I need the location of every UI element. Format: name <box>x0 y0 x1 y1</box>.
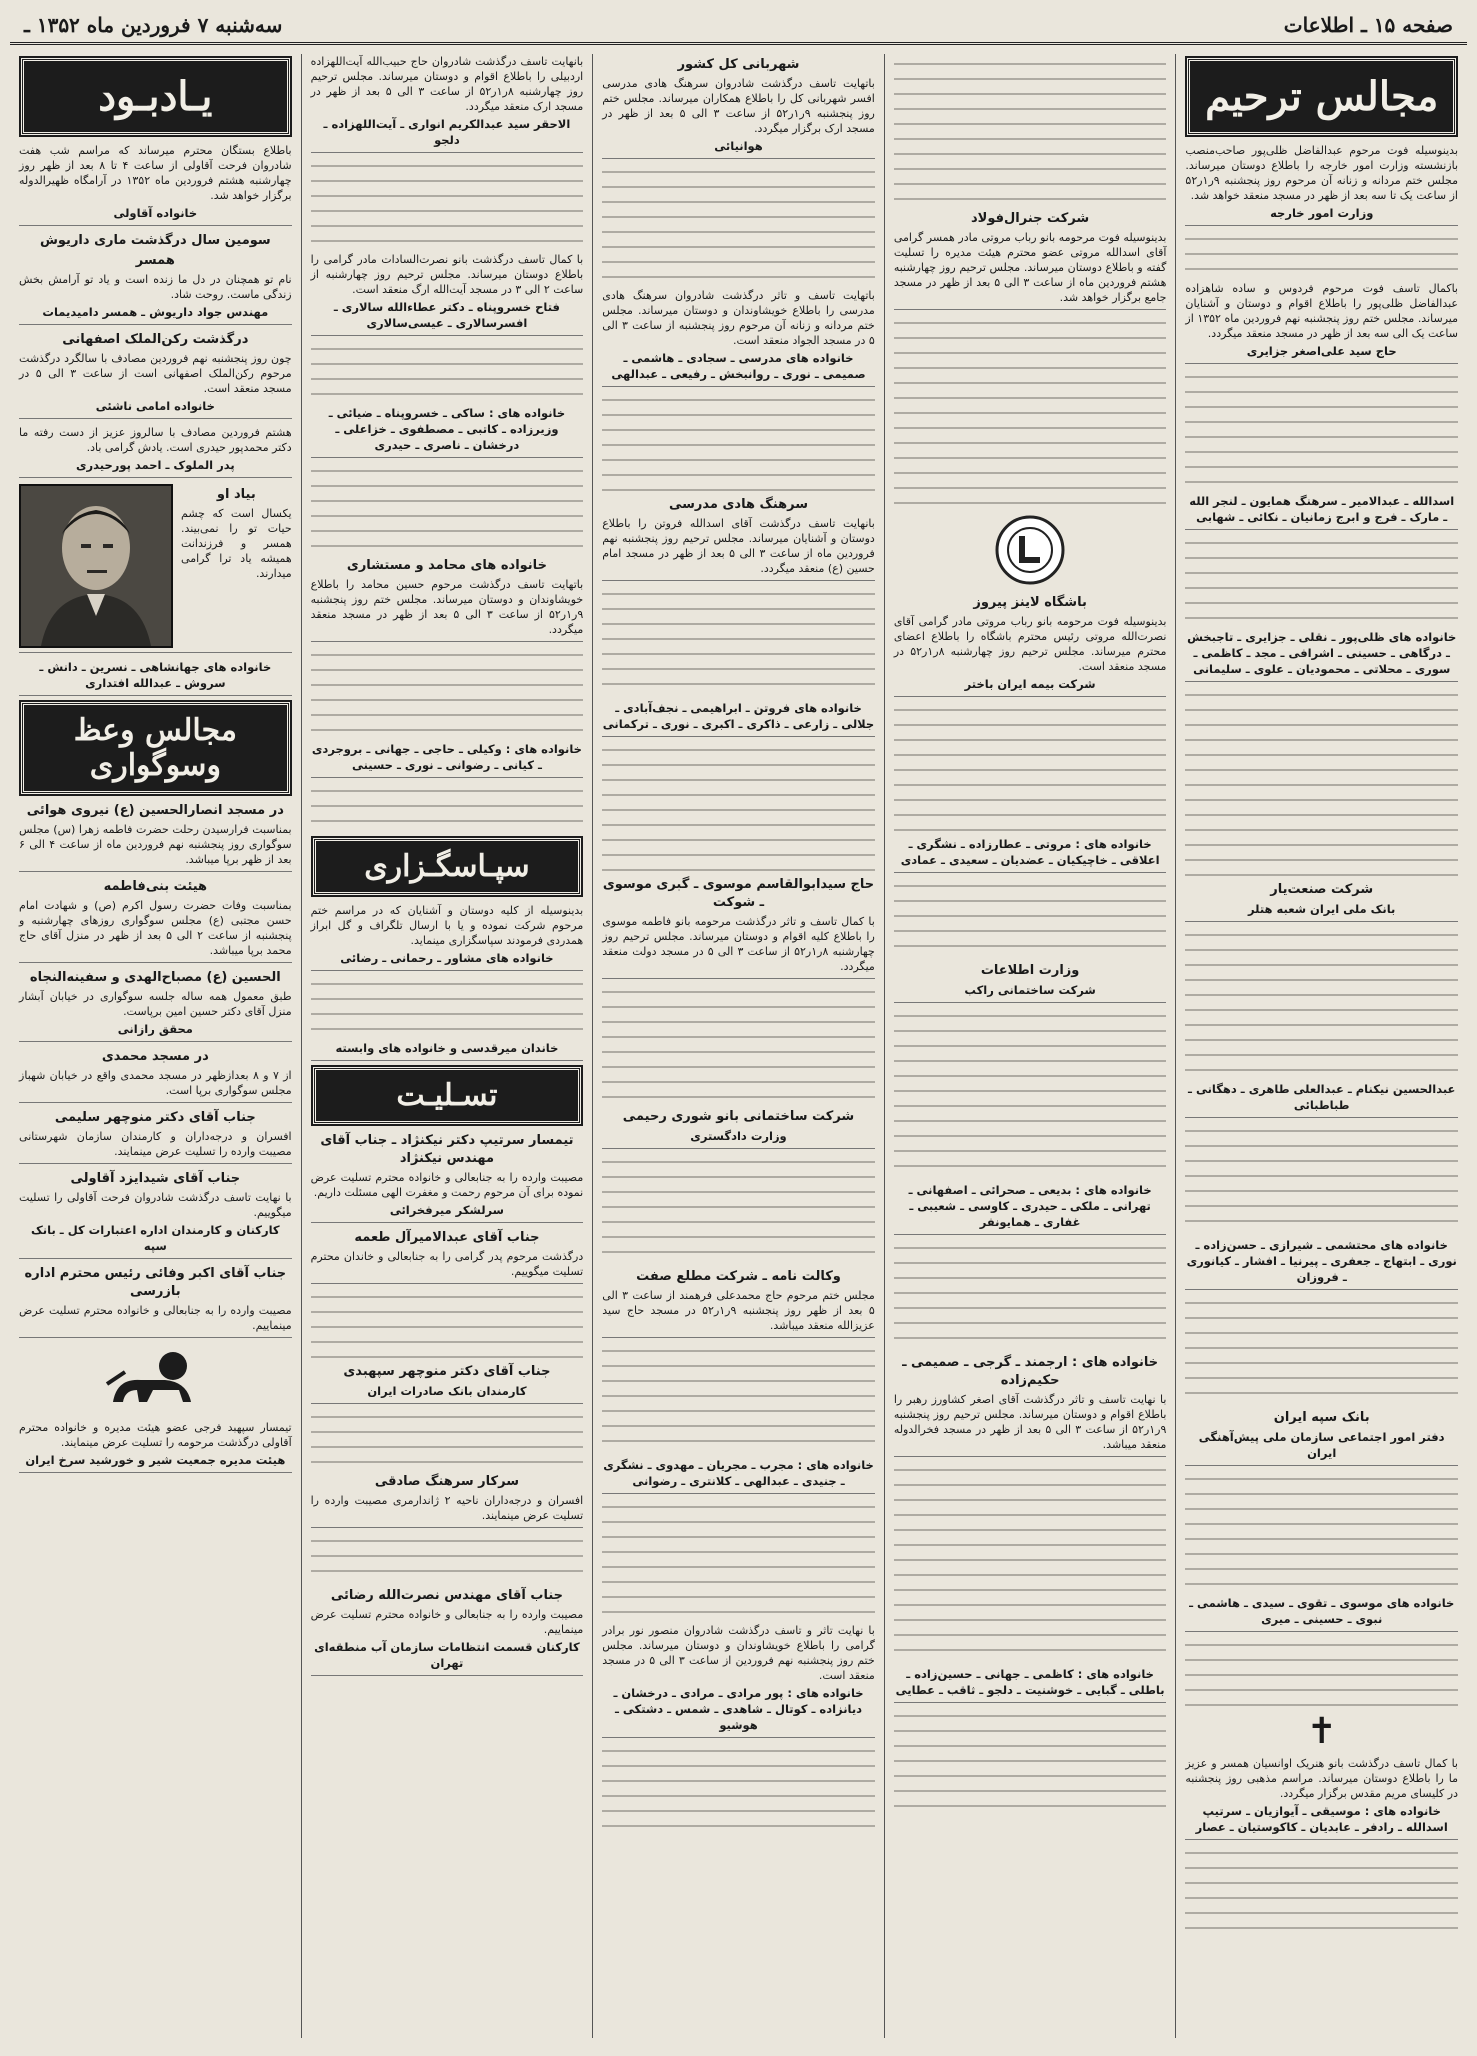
text-block <box>602 985 875 1105</box>
notice <box>602 700 875 737</box>
notice <box>1185 1595 1458 1632</box>
notice <box>1185 629 1458 682</box>
notice-body: هشتم فروردین مصادف با سالروز عزیز از دست رفته ما دکتر محمدپور حیدری است. یادش گرامی باد. <box>19 426 292 454</box>
notice-title: حاج سیدابوالقاسم موسوی ـ گبری موسوی ـ شوکت <box>602 877 875 910</box>
notice <box>19 1170 292 1259</box>
notice <box>19 802 292 872</box>
notice <box>1185 1081 1458 1118</box>
text-block <box>894 1241 1167 1351</box>
notice-title: باشگاه لاینز پیروز <box>973 595 1087 610</box>
notice-body: افسران و درجه‌داران ناحیه ۲ ژاندارمری مصیبت وارده را تسلیت عرض مینمایند. <box>310 1494 584 1522</box>
notice-signature: خانواده امامی ناشئی <box>95 399 215 413</box>
notice-signature: فتاح خسروپناه ـ دکتر عطاءالله سالاری ـ افسرسالاری ـ عیسی‌سالاری <box>333 300 560 330</box>
notice-signature: شرکت بیمه ایران باختر <box>964 677 1096 691</box>
notice <box>311 1363 584 1404</box>
notice <box>311 54 584 153</box>
notice <box>19 659 292 696</box>
notice-signature: خانواده های مدرسی ـ سجادی ـ هاشمی ـ صمیمی ـ نوری ـ روانبخش ـ رفیعی ـ عبدالهی <box>611 351 866 381</box>
notice <box>311 557 584 642</box>
notice-signature: سرلشکر میرفخرائی <box>389 1203 504 1217</box>
text-block <box>894 1709 1167 1809</box>
notice-title: بانک سپه ایران <box>1273 1410 1370 1425</box>
notice-body: با کمال تاسف درگذشت بانو هنریک اوانسیان همسر و عزیز ما را باطلاع دوستان میرساند. مراسم مذهبی روز پنجشنبه در کلیسای مریم مقدس برگزار میگردد. <box>1185 1757 1458 1800</box>
text-block <box>311 784 584 834</box>
notice-signature: محقق رازانی <box>117 1022 193 1036</box>
notice-body: افسران و درجه‌داران و کارمندان سازمان شهرستانی مصیبت وارده را تسلیت عرض مینمایند. <box>19 1130 292 1158</box>
text-block <box>311 1534 584 1584</box>
notice-signature: خانواده های : بدیعی ـ صحرائی ـ اصفهانی ـ تهرانی ـ ملکی ـ حیدری ـ کاوسی ـ شعیبی ـ غفاری ـ همایونفر <box>908 1183 1152 1229</box>
text-block <box>602 393 875 493</box>
notice <box>19 969 292 1042</box>
notice <box>19 1109 292 1164</box>
notice-title: خانواده های محامد و مستشاری <box>346 558 547 573</box>
notice <box>894 1182 1167 1235</box>
text-block <box>894 57 1167 207</box>
notice-signature: خانواده آقاولی <box>113 206 198 220</box>
notice-body: بمناسبت فرارسیدن رحلت حضرت فاطمه زهرا (س) مجلس سوگواری روز پنجشنبه نهم فروردین ماه از ساعت ۴ الی ۶ بعد از ظهر برپا میباشد. <box>19 823 292 866</box>
notice-signature: خانواده های : پور مرادی ـ مرادی ـ درخشان ـ دیانزاده ـ کوتال ـ شاهدی ـ شمس ـ دشتکی ـ هوشیو <box>613 1686 864 1732</box>
notice <box>1185 1237 1458 1290</box>
text-block <box>894 1009 1167 1179</box>
notice-signature: خاندان میرقدسی و خانواده های وابسته <box>335 1041 559 1055</box>
notice <box>894 594 1167 697</box>
text-block <box>602 165 875 285</box>
notice-body: مصیبت وارده را به جنابعالی و خانواده محترم تسلیت عرض مینماییم. <box>310 1608 584 1636</box>
notice-title: سومین سال درگذشت ماری داریوش <box>39 233 271 248</box>
notice-signature: خانواده های جهانشاهی ـ نسرین ـ دانش ـ سروش ـ عبدالله افتداری <box>39 660 272 690</box>
notice-title: وکالت نامه ـ شرکت مطلع صفت <box>636 1269 841 1284</box>
notice-signature: خانواده های مشاور ـ رحمانی ـ رضائی <box>340 951 554 965</box>
section-header-sepasgozari: سپـاسگـزاری <box>313 838 582 895</box>
notice-signature: پدر الملوک ـ احمد پورحیدری <box>75 458 235 472</box>
text-block <box>894 316 1167 506</box>
notice <box>602 1457 875 1494</box>
text-block <box>1185 1846 1458 1936</box>
notice <box>19 1048 292 1103</box>
notice-signature: خانواده های موسوی ـ تقوی ـ سیدی ـ هاشمی ـ نبوی ـ حسینی ـ میری <box>1189 1596 1455 1626</box>
page-masthead <box>10 8 1467 45</box>
notice-title: در مسجد انصارالحسین (ع) نیروی هوائی <box>26 803 284 818</box>
notice-signature: کارمندان بانک صادرات ایران <box>367 1384 527 1398</box>
notice-title: بیاد او <box>216 487 256 502</box>
lion-and-sun-emblem-icon <box>95 1344 215 1414</box>
notice-signature: هیئت مدیره جمعیت شیر و خورشید سرخ ایران <box>25 1453 286 1467</box>
notice-body: با نهایت تاثر و تاسف درگذشت شادروان منصور نور برادر گرامی را باطلاع خویشاوندان و دوستان میرساند. مجلس ختم روز پنجشنبه نهم فروردین از ساعت ۳ الی ۵ در مسجد منعقد است. <box>602 1624 875 1682</box>
notice-title: جناب آقای اکبر وفائی رئیس محترم اداره بازرسی <box>24 1266 287 1299</box>
column-2 <box>884 54 1176 2038</box>
text-block <box>894 703 1167 833</box>
notice <box>1185 143 1458 226</box>
notice <box>311 741 584 778</box>
notice-signature: اسدالله ـ عبدالامیر ـ سرهنگ همایون ـ لنجر الله ـ مارک ـ فرج و ابرج زمانیان ـ نکائی ـ شهابی <box>1189 494 1455 524</box>
notice-signature: بانک ملی ایران شعبه هتلر <box>1248 902 1396 916</box>
notice-body: با کمال تاسف و تاثر درگذشت مرحومه بانو فاطمه موسوی را باطلاع کلیه اقوام و دوستان میرساند. مجلس ترحیم روز چهارشنبه ۸ر۱ر۵۲ از ساعت ۳ الی ۵ در مسجد دولت منعقد میگردد. <box>602 915 875 973</box>
notice-title: جناب آقای عبدالامیرآل طعمه <box>354 1230 540 1245</box>
notice-signature: خانواده های : موسیقی ـ آیوازیان ـ سرتیپ اسدالله ـ رادفر ـ عابدیان ـ کاکوستیان ـ عصار <box>1195 1804 1448 1834</box>
notice-signature: وزارت امور خارجه <box>1270 206 1374 220</box>
notice-title: جناب آقای مهندس نصرت‌الله رضائی <box>330 1588 564 1603</box>
text-block <box>602 587 875 697</box>
notice-signature: هوانیائی <box>714 139 763 153</box>
notice <box>19 232 292 325</box>
text-block <box>1185 370 1458 490</box>
notice-title: وزارت اطلاعات <box>980 963 1080 978</box>
notice-title: هیئت بنی‌فاطمه <box>103 879 208 894</box>
text-block <box>311 648 584 738</box>
text-block <box>1185 928 1458 1078</box>
text-block <box>311 977 584 1037</box>
notice <box>602 1623 875 1738</box>
notice <box>602 496 875 581</box>
notice-title: تیمسار سرتیپ دکتر نیکنژاد ـ جناب آقای مهندس نیکنژاد <box>320 1133 574 1166</box>
text-block <box>311 1290 584 1360</box>
notice-signature: خانواده های ظلی‌پور ـ نقلی ـ جزایری ـ تاجبخش ـ درگاهی ـ حسینی ـ اشرافی ـ مجد ـ کاظمی ـ سوری ـ محلاتی ـ محمودیان ـ علوی ـ سلیمانی <box>1187 630 1457 676</box>
notice-body: با نهایت تاسف درگذشت شادروان فرحت آقاولی را تسلیت میگوییم. <box>19 1191 292 1219</box>
text-block <box>894 879 1167 959</box>
notice-body: بانهایت تاسف درگذشت شادروان حاج حبیب‌الله آیت‌اللهزاده اردبیلی را باطلاع اقوام و دوستان میرساند. مجلس ترحیم روز چهارشنبه ۸ر۱ر۵۲ از ساعت ۳ الی ۵ بعد از ظهر در مسجد ارک منعقد میگردد. <box>310 55 584 113</box>
notice-body: طبق معمول همه ساله جلسه سوگواری در خیابان آبشار منزل آقای دکتر حسین امین برپاست. <box>19 990 292 1018</box>
notice-body: باتهایت تاسف درگذشت مرحوم حسین محامد را باطلاع خویشاوندان و دوستان میرساند. مجلس ختم روز پنجشنبه ۹ر۱ر۵۲ از ساعت ۳ الی ۵ بعد از ظهر در مسجد منعقد میگردد. <box>310 578 584 636</box>
notice <box>19 143 292 226</box>
notice <box>19 1420 292 1473</box>
text-block <box>1185 232 1458 278</box>
text-block <box>311 464 584 554</box>
notice-signature: عبدالحسین نیکنام ـ عبدالعلی طاهری ـ دهگانی ـ طباطبائی <box>1188 1082 1456 1112</box>
notice-body: با نهایت تاسف و تاثر درگذشت آقای اصغر کشاورز رهبر را باطلاع اقوام و دوستان میرساند. مجلس ترحیم روز پنجشنبه ۹ر۱ر۵۲ از ساعت ۳ الی ۵ بعد از ظهر در مسجد فخرالدوله منعقد میباشد. <box>893 1393 1167 1451</box>
notice <box>311 1040 584 1061</box>
column-5 <box>10 54 301 2038</box>
notice <box>311 1473 584 1528</box>
notice <box>1185 1756 1458 1840</box>
notice-body: بمناسبت وفات حضرت رسول اکرم (ص) و شهادت امام حسن مجتبی (ع) مجلس سوگواری روزهای چهارشنبه و پنجشنبه از ساعت ۲ الی ۵ بعد از ظهر در منزل آقای حاج محمد برپا میباشد. <box>19 899 292 957</box>
notice-body: از ۷ و ۸ بعدازظهر در مسجد محمدی واقع در خیابان شهباز مجلس سوگواری برپا است. <box>19 1069 292 1097</box>
notice <box>19 878 292 963</box>
notice <box>311 1132 584 1223</box>
notice-body: باکمال تاسف فوت مرحوم فردوس و ساده شاهزاده عبدالفاضل ظلی‌پور را باطلاع اقوام و دوستان و آشنایان میرساند. مجلس ختم روز پنجشنبه نهم فروردین ماه ۱۳۵۲ از ساعت یک الی سه بعد از ظهر در مسجد منعقد میگردد. <box>1185 282 1458 340</box>
notice-title: شرکت صنعت‌یار <box>1270 882 1374 897</box>
notice-title: در مسجد محمدی <box>101 1049 209 1064</box>
notice-body: بدینوسیله فوت مرحومه بانو رباب مروتی مادر گرامی آقای نصرت‌الله مروتی رئیس محترم باشگاه را باطلاع اعضای محترم میرساند. مجلس ترحیم روز چهارشنبه ۸ر۱ر۵۲ در مسجد منعقد است. <box>893 615 1167 673</box>
notice-body: درگذشت مرحوم پدر گرامی را به جنابعالی و خاندان محترم تسلیت میگوییم. <box>310 1250 584 1278</box>
notice-body: یکسال است که چشم حیات تو را نمی‌بیند. همسر و فرزندانت همیشه یاد ترا گرامی میدارند. <box>181 507 292 580</box>
notice-body: بانهایت تاسف درگذشت آقای اسدالله فروتن را باطلاع دوستان و آشنایان میرساند. مجلس ترحیم روز پنجشنبه نهم فروردین ماه از ساعت ۳ الی ۵ بعد از ظهر در مسجد امام حسین (ع) منعقد میگردد. <box>602 517 875 575</box>
notice <box>1185 881 1458 922</box>
notice <box>311 405 584 458</box>
section-header-majales-tarhim: مجالس ترحیم <box>1187 58 1456 135</box>
notice <box>311 1229 584 1284</box>
notice <box>602 288 875 387</box>
section-header-yadbood: یـادبـود <box>21 58 290 135</box>
text-block <box>1185 1296 1458 1406</box>
notice-title: سرکار سرهنگ صادقی <box>374 1474 519 1489</box>
notice-body: بدینوسیله فوت مرحومه بانو رباب مروتی مادر همسر گرامی آقای اسدالله مروتی عضو محترم هیئت مدیره را تسلیت گفته و باطلاع دوستان میرساند. مجلس ترحیم روز چهارشنبه هشتم فروردین ماه از ساعت ۳ الی ۵ بعد از ظهر در مسجد جامع برگزار خواهد شد. <box>893 231 1167 304</box>
text-block <box>602 743 875 873</box>
notice-title: جناب آقای شیدایزد آقاولی <box>70 1171 241 1186</box>
notice-body: باطلاع بستگان محترم میرساند که مراسم شب هفت شادروان فرحت آقاولی از ساعت ۴ تا ۸ بعد از ظهر روز چهارشنبه هشتم فروردین ماه ۱۳۵۲ در آرامگاه ظهیرالدوله برگزار خواهد شد. <box>19 144 292 202</box>
notice-title: شهربانی کل کشور <box>677 57 800 72</box>
notice-title: جناب آقای دکتر منوچهر سپهبدی <box>343 1364 551 1379</box>
text-block <box>602 1155 875 1265</box>
notice-signature: کارکنان و کارمندان اداره اعتبارات کل ـ بانک سپه <box>31 1223 280 1253</box>
notice <box>894 836 1167 873</box>
notice <box>602 1108 875 1149</box>
newspaper-page <box>10 8 1467 2038</box>
notice-signature: خانواده های فروتن ـ ابراهیمی ـ نجف‌آبادی ـ جلالی ـ زارعی ـ ذاکری ـ اکبری ـ نوری ـ ترکمانی <box>602 701 875 731</box>
notice-title: همسر <box>135 253 175 268</box>
notice-body: تیمسار سپهبد فرجی عضو هیئت مدیره و خانواده محترم آقاولی درگذشت مرحومه را تسلیت عرض مینمایند. <box>19 1421 292 1449</box>
page-label: صفحه ۱۵ ـ اطلاعات <box>1283 13 1453 37</box>
notice-body: مصیبت وارده را به جنابعالی و خانواده محترم تسلیت عرض نموده برای آن مرحوم رحمت و مغفرت الهی مسئلت داریم. <box>310 1171 584 1199</box>
notice-body: نام تو همچنان در دل ما زنده است و یاد تو آرامش بخش زندگی ماست. روحت شاد. <box>19 273 292 301</box>
text-block <box>311 159 584 249</box>
notice-title: شرکت ساختمانی بانو شوری رحیمی <box>622 1109 855 1124</box>
notice <box>311 252 584 336</box>
text-block <box>894 1463 1167 1663</box>
notice <box>894 1666 1167 1703</box>
notice-title: سرهنگ هادی مدرسی <box>669 497 809 512</box>
notice-signature: خانواده های : ساکی ـ خسروپناه ـ ضیائی ـ وزیرزاده ـ کاتبی ـ مصطفوی ـ خزاعلی ـ درخشان ـ ناصری ـ حیدری <box>328 406 566 452</box>
notice-body: بدینوسیله فوت مرحوم عبدالفاضل ظلی‌پور صاحب‌منصب بازنشسته وزارت امور خارجه را باطلاع دوستان میرساند. مجلس ختم مردانه و زنانه آن مرحوم روز پنجشنبه ۹ر۱ر۵۲ از ساعت یک تا سه بعد از ظهر در مسجد منعقد خواهد شد. <box>1185 144 1458 202</box>
notice-signature: خانواده های : وکیلی ـ حاجی ـ جهانی ـ بروجردی ـ کیانی ـ رضوانی ـ نوری ـ حسینی <box>311 742 582 772</box>
notice <box>19 484 292 653</box>
column-3 <box>592 54 884 2038</box>
notice-signature: الاحقر سید عبدالکریم انواری ـ آیت‌اللهزاده ـ دلجو <box>323 117 571 147</box>
notice <box>311 903 584 971</box>
portrait-photo <box>19 484 173 648</box>
notice-title: درگذشت رکن‌الملک اصفهانی <box>62 332 249 347</box>
notice <box>894 1354 1167 1457</box>
notice-signature: شرکت ساختمانی راکب <box>964 983 1096 997</box>
notice-signature: مهندس جواد داریوش ـ همسر دامیدیمات <box>42 305 269 319</box>
notice-body: باتهایت تاسف درگذشت شادروان سرهنگ هادی مدرسی افسر شهربانی کل را باطلاع همکاران میرساند. مجلس ختم روز پنجشنبه ۹ر۱ر۵۲ از ساعت ۳ الی ۵ بعد از ظهر در مسجد ارک برگزار میگردد. <box>602 77 875 135</box>
text-block <box>602 1500 875 1620</box>
notice <box>1185 281 1458 364</box>
notice <box>19 331 292 419</box>
notice-signature: حاج سید علی‌اصغر جزایری <box>1246 344 1397 358</box>
notice-title: خانواده های : ارجمند ـ گرجی ـ صمیمی ـ حکیم‌زاده <box>902 1355 1159 1388</box>
notice <box>1185 1409 1458 1466</box>
notice <box>894 962 1167 1003</box>
notice-body: باتهایت تاسف و تاثر درگذشت شادروان سرهنگ هادی مدرسی را باطلاع خویشاوندان و دوستان میرساند. مجلس ختم مردانه و زنانه آن مرحوم روز پنجشنبه از ساعت ۳ الی ۵ در مسجد الجواد منعقد است. <box>602 289 875 347</box>
text-block <box>1185 536 1458 626</box>
notice-body: چون روز پنجشنبه نهم فروردین مصادف با سالگرد درگذشت مرحوم رکن‌الملک اصفهانی است از ساعت ۳ الی ۵ در مسجد منعقد است. <box>19 352 292 395</box>
notice <box>1185 493 1458 530</box>
lions-club-emblem-icon <box>994 514 1066 586</box>
notice-title: شرکت جنرال‌فولاد <box>970 211 1090 226</box>
text-block <box>1185 1472 1458 1592</box>
notice-signature: خانواده های : مجرب ـ مجریان ـ مهدوی ـ نشگری ـ جنیدی ـ عبدالهی ـ کلانتری ـ رضوانی <box>603 1458 874 1488</box>
notice-body: مجلس ختم مرحوم حاج محمدعلی فرهمند از ساعت ۳ الی ۵ بعد از ظهر روز پنجشنبه ۹ر۱ر۵۲ در مسجد حاج سید عزیزالله منعقد میباشد. <box>602 1289 875 1332</box>
cross-icon: ✝ <box>1306 1711 1337 1752</box>
text-block <box>1185 1638 1458 1708</box>
notice-body: با کمال تاسف درگذشت بانو نصرت‌السادات مادر گرامی را باطلاع دوستان میرساند. مجلس ترحیم روز چهارشنبه از ساعت ۲ الی ۳ در مسجد آیت‌الله ارگ منعقد است. <box>310 253 584 296</box>
notice <box>19 1265 292 1338</box>
notice-title: جناب آقای دکتر منوچهر سلیمی <box>54 1110 256 1125</box>
text-block <box>602 1744 875 1834</box>
notice-signature: خانواده های محتشمی ـ شیرازی ـ حسن‌زاده ـ نوری ـ ابتهاج ـ جعفری ـ پیرنیا ـ افشار ـ کیانوری ـ فروزان <box>1186 1238 1457 1284</box>
text-block <box>602 1344 875 1454</box>
notice-signature: کارکنان قسمت انتظامات سازمان آب منطقه‌ای تهران <box>314 1640 580 1670</box>
notice-signature: خانواده های : کاظمی ـ جهانی ـ حسین‌زاده ـ باطلی ـ گبایی ـ خوشنیت ـ دلجو ـ ثاقب ـ عطایی <box>895 1667 1165 1697</box>
text-block <box>1185 1124 1458 1234</box>
column-4 <box>301 54 593 2038</box>
notice-signature: وزارت دادگستری <box>690 1129 787 1143</box>
notice-title: الحسین (ع) مصباح‌الهدی و سفینه‌النجاه <box>29 970 281 985</box>
date-label: سه‌شنبه ۷ فروردین ماه ۱۳۵۲ ـ <box>24 13 283 37</box>
notice-signature: خانواده های : مروتی ـ عطارزاده ـ نشگری ـ اعلاقی ـ خاچیکیان ـ عضدیان ـ سعیدی ـ عمادی <box>900 837 1160 867</box>
notice <box>602 1268 875 1338</box>
column-1 <box>1175 54 1467 2038</box>
text-block <box>311 342 584 402</box>
text-block <box>311 1410 584 1470</box>
notice <box>19 425 292 478</box>
notice <box>311 1587 584 1676</box>
section-header-vaz-sogvari: مجالس وعظ وسوگواری <box>21 702 290 794</box>
notice-body: مصیبت وارده را به جنابعالی و خانواده محترم تسلیت عرض مینماییم. <box>19 1304 292 1332</box>
notice-body: بدینوسیله از کلیه دوستان و آشنایان که در مراسم ختم مرحوم شرکت نموده و یا با ارسال تلگراف و گل ابراز همدردی فرمودند سپاسگزاری مینماید. <box>310 904 584 947</box>
notice <box>602 876 875 979</box>
notice <box>894 210 1167 310</box>
notice-signature: دفتر امور اجتماعی سازمان ملی پیش‌آهنگی ایران <box>1198 1430 1445 1460</box>
section-header-tasliat: تسـلیـت <box>313 1067 582 1124</box>
text-block <box>1185 688 1458 878</box>
notice <box>602 56 875 159</box>
